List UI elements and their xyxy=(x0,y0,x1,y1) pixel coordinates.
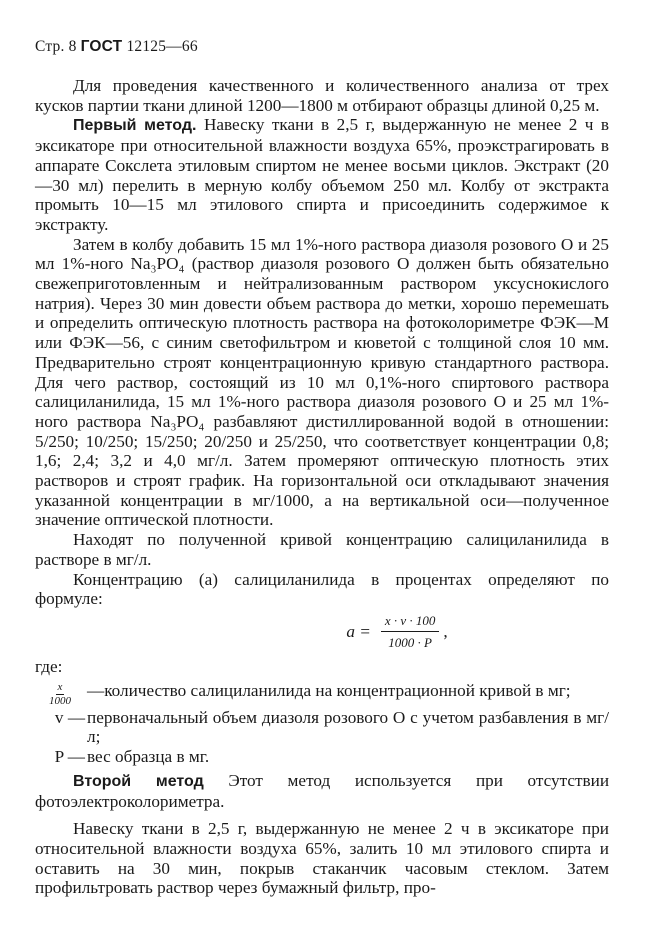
definition-v xyxy=(35,708,609,747)
formula-lhs: a = xyxy=(346,622,371,642)
definition-p xyxy=(35,747,609,767)
formula-fraction xyxy=(381,611,440,653)
method-2-title: Второй метод xyxy=(73,772,204,790)
document-body xyxy=(35,76,609,898)
definition-p-term: P — xyxy=(54,747,85,767)
method-1-paragraph xyxy=(35,115,609,234)
formula-tail: , xyxy=(443,622,448,642)
concentration-formula xyxy=(185,612,609,651)
definition-x-text: —количество салициланилида на концентрационной кривой в мг; xyxy=(87,680,571,700)
method-2-text: Этот метод используется при отсутствии фотоэлектроколориметра. xyxy=(35,770,610,811)
formula-denominator: 1000 · P xyxy=(388,635,432,651)
definition-x-term xyxy=(35,681,85,708)
result-paragraph: Находят по полученной кривой концентрацию салициланилида в растворе в мг/л. xyxy=(35,530,609,569)
procedure-paragraph: Затем в колбу добавить 15 мл 1%-ного раствора диазоля розового О и 25 мл 1%-ного Na₃PO₄ (раствор диазоля розового О должен быть обязательно свежеприготовленным и нейтрализованным раствором уксуснокислого натрия). Через 30 мин довести объем раствора до метки, хорошо перемешать и определить оптическую плотность раствора на фотоколориметре ФЭК—М или ФЭК—56, с синим светофильтром и кюветой с толщиной слоя 10 мм. Предварительно строят концентрационную кривую стандартного раствора. Для чего раствор, состоящий из 10 мл 0,1%-ного спиртового раствора салициланилида, 15 мл 1%-ного раствора диазоля розового О и 25 мл 1%-ного раствора Na₃PO₄ разбавляют дистиллированной водой в отношении: 5/250; 10/250; 15/250; 20/250 и 25/250, что соответствует концентрации 0,8; 1,6; 2,4; 3,2 и 4,0 мг/л. Затем промеряют оптическую плотность этих растворов и строят график. На горизонтальной оси откладывают значения указанной концентрации в мг/1000, а на вертикальной оси—полученное значение оптической плотности. xyxy=(35,234,609,530)
formula-numerator: x · v · 100 xyxy=(381,611,440,633)
page-header xyxy=(35,38,198,56)
page-label: Стр. 8 xyxy=(35,38,77,55)
method-1-title: Первый метод. xyxy=(73,117,197,135)
method-2-procedure-paragraph: Навеску ткани в 2,5 г, выдержанную не менее 2 ч в эксикаторе при относительной влажности воздуха 65%, залить 10 мл этилового спирта и оставить на 30 мин, покрыв стаканчик часовым стеклом. Затем профильтровать раствор через бумажный фильтр, про- xyxy=(35,819,609,898)
definition-x-numerator: x xyxy=(57,680,63,693)
standard-number: 12125—66 xyxy=(126,38,198,55)
definition-v-term: v — xyxy=(54,707,85,727)
where-label: где: xyxy=(35,656,63,676)
standard-label: ГОСТ xyxy=(80,38,123,55)
definition-v-text: первоначальный объем диазоля розового О с учетом разбавления в мг/л; xyxy=(87,707,609,747)
definition-x-denominator: 1000 xyxy=(49,694,71,707)
formula-intro-paragraph: Концентрацию (а) салициланилида в процентах определяют по формуле: xyxy=(35,569,609,609)
intro-paragraph: Для проведения качественного и количественного анализа от трех кусков партии ткани длиной 1200—1800 м отбирают образцы длиной 0,25 м. xyxy=(35,76,609,115)
definition-p-text: вес образца в мг. xyxy=(87,747,210,767)
definition-x xyxy=(35,681,609,708)
method-1-text: Навеску ткани в 2,5 г, выдержанную не менее 2 ч в эксикаторе при относительной влажности воздуха 65%, проэкстрагировать в аппарате Сокслета этиловым спиртом не менее восьми циклов. Экстракт (20—30 мл) перелить в мерную колбу объемом 250 мл. Колбу от экстракта промыть 10—15 мл этилового спирта и присоединить содержимое к экстракту. xyxy=(35,115,610,234)
method-2-paragraph xyxy=(35,771,609,811)
